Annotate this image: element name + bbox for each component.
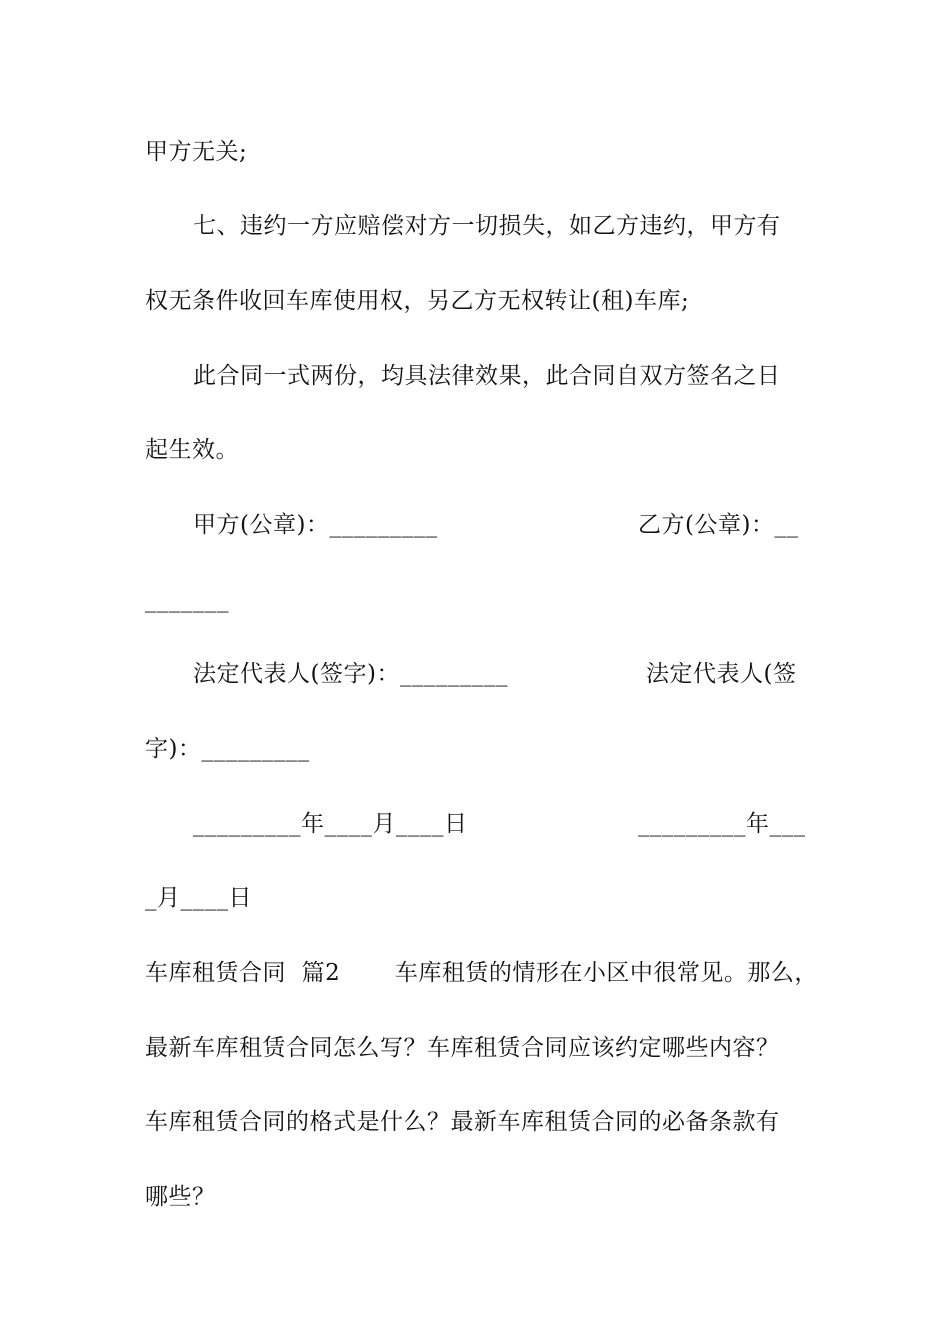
text-line: 哪些？ <box>145 1184 216 1210</box>
signature-blank-line: _______ <box>145 587 229 613</box>
party-a-seal-line: 甲方(公章)：_________ <box>193 512 438 538</box>
text-line: 车库租赁合同的格式是什么？最新车库租赁合同的必备条款有 <box>145 1109 780 1135</box>
party-a-representative-line: 法定代表人(签字)：_________ <box>193 661 508 687</box>
text-line: 起生效。 <box>145 437 239 463</box>
party-a-date-line: _________年____月____日 <box>193 811 468 837</box>
party-b-representative-line: 法定代表人(签 <box>646 661 797 687</box>
section-title-line: 车库租赁合同 篇2 车库租赁的情形在小区中很常见。那么， <box>145 960 818 986</box>
date-line: _月____日 <box>145 885 252 911</box>
text-line: 最新车库租赁合同怎么写？车库租赁合同应该约定哪些内容？ <box>145 1035 780 1061</box>
text-line: 字)：_________ <box>145 736 310 762</box>
party-b-date-line: _________年___ <box>638 811 806 837</box>
text-line: 甲方无关; <box>145 139 248 165</box>
party-b-seal-line: 乙方(公章)：__ <box>638 512 799 538</box>
text-line: 权无条件收回车库使用权，另乙方无权转让(租)车库; <box>145 288 690 314</box>
clause-7-line: 七、违约一方应赔偿对方一切损失，如乙方违约，甲方有 <box>193 213 781 239</box>
validity-line: 此合同一式两份，均具法律效果，此合同自双方签名之日 <box>193 363 781 389</box>
